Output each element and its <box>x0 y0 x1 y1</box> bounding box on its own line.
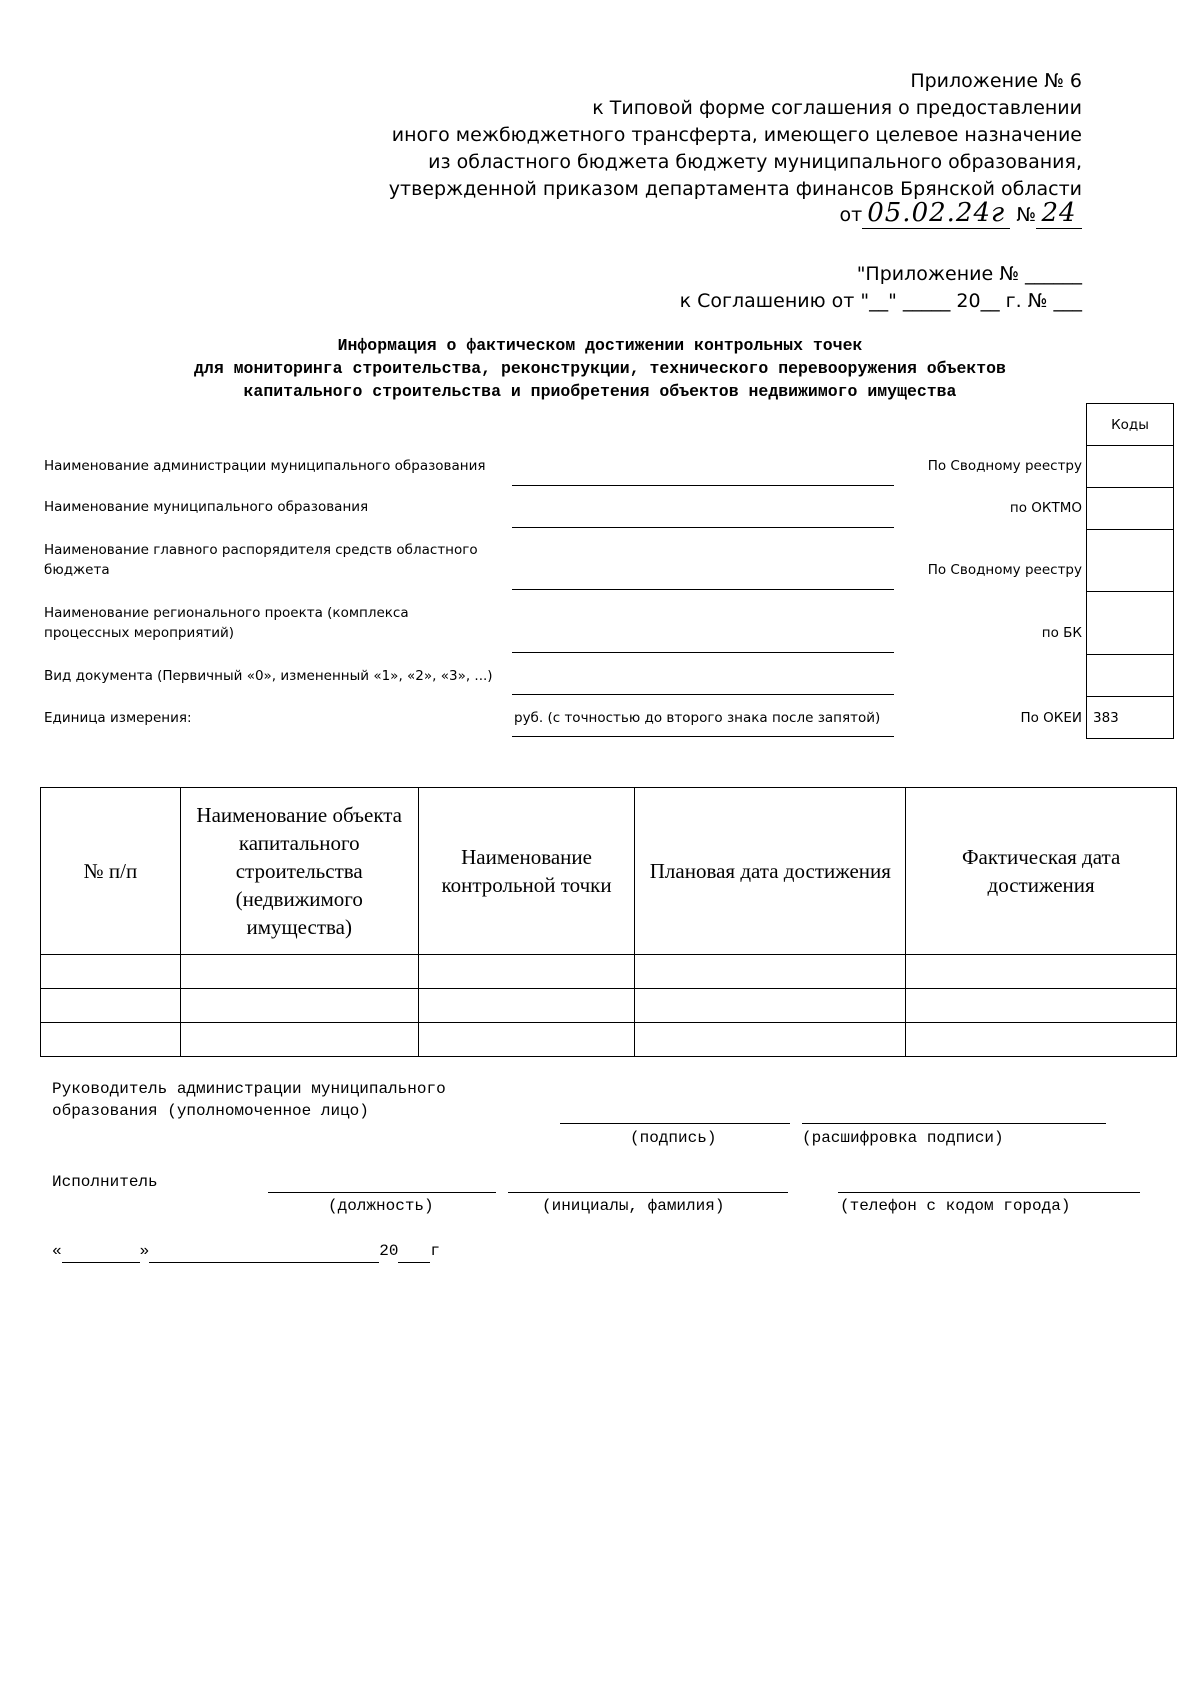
table-cell[interactable] <box>41 955 181 989</box>
okei-code-value: 383 <box>1093 709 1119 726</box>
okei-label: По ОКЕИ <box>1020 710 1082 726</box>
field-line-unit <box>512 736 894 737</box>
field-label-main-distributor: Наименование главного распорядителя средств областного бюджета <box>44 542 478 578</box>
table-cell[interactable] <box>418 1023 635 1057</box>
table-cell[interactable] <box>635 955 906 989</box>
field-line-municipality[interactable] <box>512 527 894 528</box>
code-cell-doc-type[interactable] <box>1086 654 1174 697</box>
date-prefix: от <box>839 204 863 226</box>
table-cell[interactable] <box>41 989 181 1023</box>
handwritten-number: 24 <box>1036 198 1082 229</box>
handwritten-date: 05.02.24г <box>862 198 1010 229</box>
date-open-quote: « <box>52 1242 62 1260</box>
bk-label: по БК <box>1041 625 1082 641</box>
field-line-doc-type[interactable] <box>512 694 894 695</box>
signature-decoding-line[interactable] <box>802 1123 1106 1124</box>
year-blank[interactable] <box>398 1240 430 1263</box>
registry-label-2: По Сводному реестру <box>927 562 1082 578</box>
field-label-doc-type: Вид документа (Первичный «0», измененный «1», «2», «3», ...) <box>44 668 493 684</box>
position-caption: (должность) <box>328 1197 434 1215</box>
agreement-date-line: к Соглашению от "__" _____ 20__ г. № ___ <box>679 290 1082 312</box>
table-cell[interactable] <box>906 989 1177 1023</box>
executor-label: Исполнитель <box>52 1173 158 1191</box>
unit-value: руб. (с точностью до второго знака после запятой) <box>514 710 881 726</box>
oktmo-label: по ОКТМО <box>1009 500 1082 516</box>
number-prefix: № <box>1016 204 1036 226</box>
table-row <box>41 1023 1177 1057</box>
codes-header-label: Коды <box>1111 416 1149 433</box>
date-close-quote: » <box>139 1242 150 1260</box>
signature-line[interactable] <box>560 1123 790 1124</box>
year-prefix: 20 <box>379 1242 399 1260</box>
control-points-table <box>40 787 1177 1057</box>
day-blank[interactable] <box>62 1240 140 1263</box>
field-label-regional-project: Наименование регионального проекта (комплекса процессных мероприятий) <box>44 605 409 641</box>
month-blank[interactable] <box>149 1240 379 1263</box>
phone-caption: (телефон с кодом города) <box>840 1197 1071 1215</box>
document-title <box>0 334 1200 403</box>
table-cell[interactable] <box>906 955 1177 989</box>
header-line-3: иного межбюджетного трансферта, имеющего целевое назначение <box>391 124 1082 146</box>
table-cell[interactable] <box>906 1023 1177 1057</box>
col-header-actual-date: Фактическая дата достижения <box>906 788 1177 955</box>
field-label-administration: Наименование администрации муниципального образования <box>44 458 486 474</box>
table-cell[interactable] <box>180 989 418 1023</box>
col-header-planned-date: Плановая дата достижения <box>635 788 906 955</box>
field-label-unit: Единица измерения: <box>44 710 192 726</box>
col-header-number: № п/п <box>41 788 181 955</box>
header-line-2: к Типовой форме соглашения о предоставлении <box>592 97 1082 119</box>
head-label-line-2: образования (уполномоченное лицо) <box>52 1102 369 1120</box>
head-label-line-1: Руководитель администрации муниципального <box>52 1080 446 1098</box>
date-line <box>52 1240 440 1263</box>
code-cell-registry-1[interactable] <box>1086 445 1174 488</box>
field-line-regional-project[interactable] <box>512 652 894 653</box>
codes-header <box>1086 403 1174 446</box>
table-cell[interactable] <box>635 989 906 1023</box>
year-suffix: г <box>430 1242 441 1260</box>
code-cell-registry-2[interactable] <box>1086 529 1174 592</box>
table-row <box>41 989 1177 1023</box>
field-label-municipality: Наименование муниципального образования <box>44 499 369 515</box>
header-line-4: из областного бюджета бюджету муниципального образования, <box>428 151 1082 173</box>
code-cell-oktmo[interactable] <box>1086 487 1174 530</box>
table-cell[interactable] <box>418 955 635 989</box>
signature-caption: (подпись) <box>630 1129 717 1147</box>
table-cell[interactable] <box>418 989 635 1023</box>
signature-decoding-caption: (расшифровка подписи) <box>802 1129 1004 1147</box>
initials-line[interactable] <box>508 1192 788 1193</box>
initials-caption: (инициалы, фамилия) <box>542 1197 725 1215</box>
table-header-row <box>41 788 1177 955</box>
agreement-appendix: "Приложение № ______ <box>856 263 1082 285</box>
field-line-administration[interactable] <box>512 485 894 486</box>
table-cell[interactable] <box>180 955 418 989</box>
title-line-3: капитального строительства и приобретения объектов недвижимого имущества <box>243 382 957 401</box>
table-cell[interactable] <box>180 1023 418 1057</box>
header-line-5: утвержденной приказом департамента финансов Брянской области <box>388 178 1082 200</box>
table-cell[interactable] <box>635 1023 906 1057</box>
head-of-administration-label <box>52 1078 446 1122</box>
header-block <box>389 68 1082 203</box>
col-header-object: Наименование объекта капитального строительства (недвижимого имущества) <box>180 788 418 955</box>
registry-label-1: По Сводному реестру <box>927 458 1082 474</box>
code-cell-okei[interactable] <box>1086 696 1174 739</box>
table-cell[interactable] <box>41 1023 181 1057</box>
table-row <box>41 955 1177 989</box>
code-cell-bk[interactable] <box>1086 591 1174 655</box>
agreement-ref <box>680 261 1082 315</box>
title-line-1: Информация о фактическом достижении контрольных точек <box>337 336 863 355</box>
col-header-control-point: Наименование контрольной точки <box>418 788 635 955</box>
phone-line[interactable] <box>838 1192 1140 1193</box>
position-line[interactable] <box>268 1192 496 1193</box>
appendix-number: Приложение № 6 <box>910 70 1082 92</box>
field-line-main-distributor[interactable] <box>512 589 894 590</box>
title-line-2: для мониторинга строительства, реконструкции, технического перевооружения объектов <box>194 359 1006 378</box>
order-ref <box>839 198 1082 230</box>
